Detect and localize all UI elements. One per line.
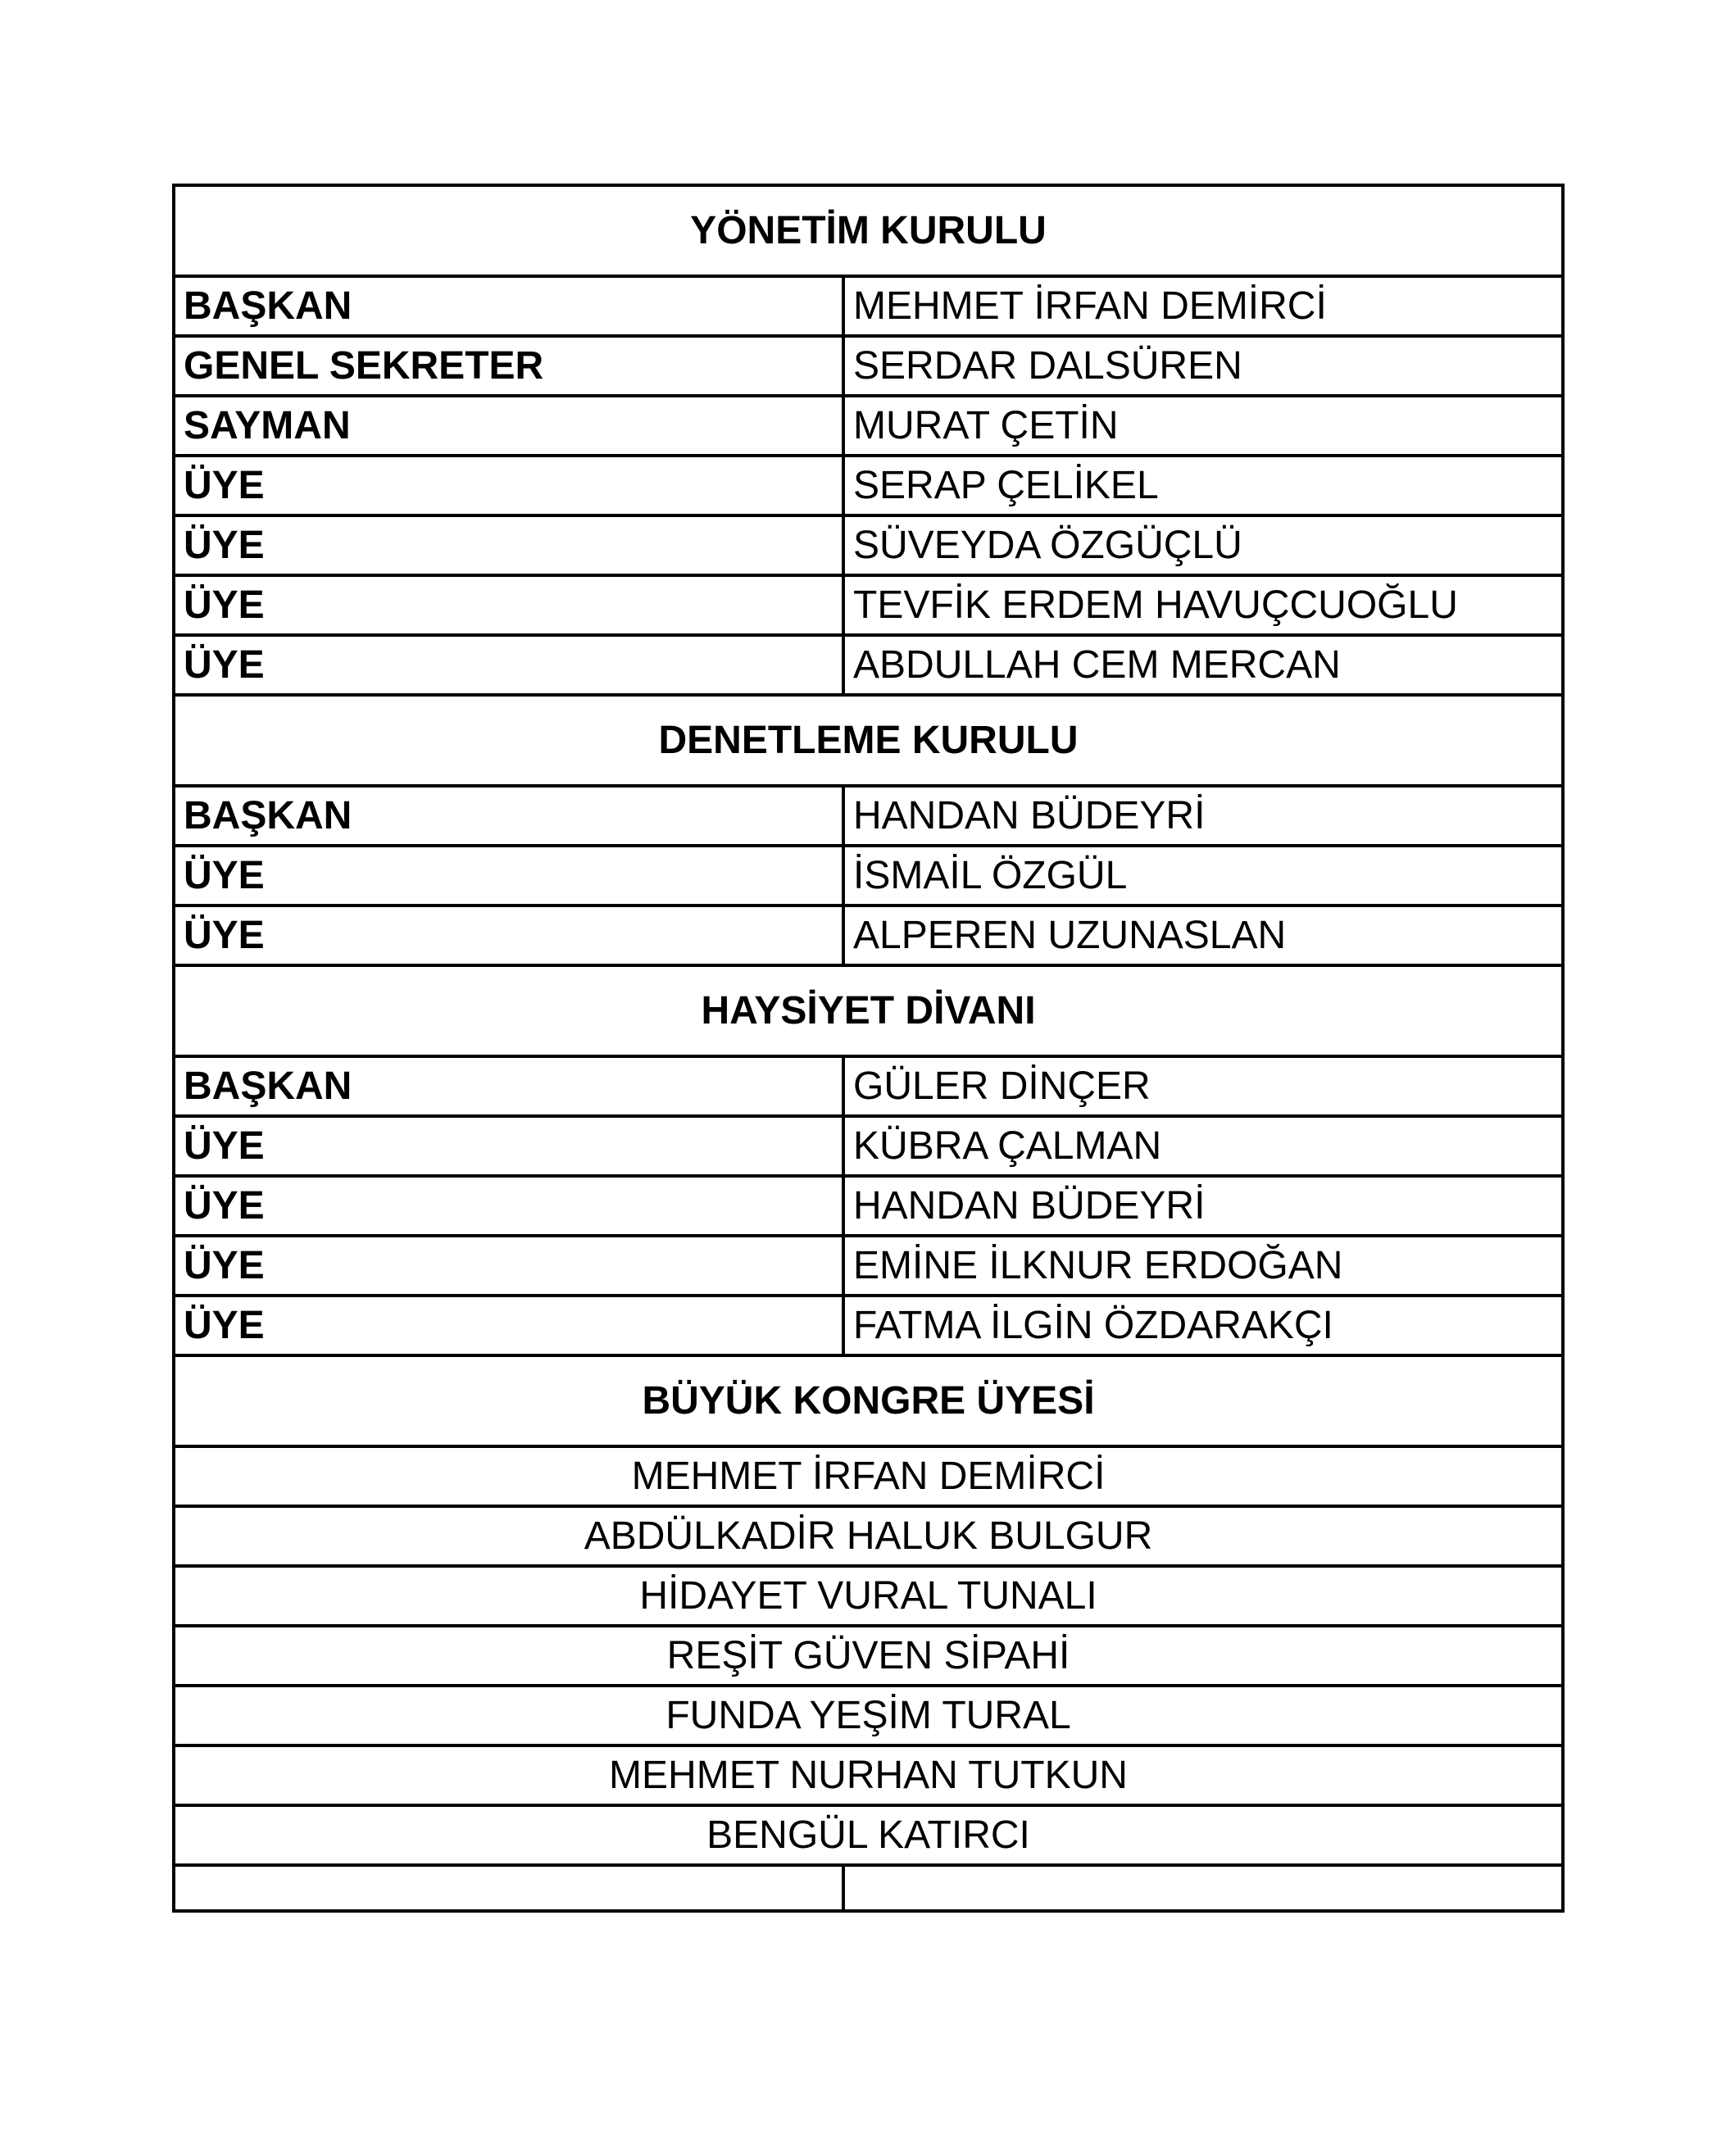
name-cell: GÜLER DİNÇER (843, 1056, 1563, 1116)
section-header-row (174, 1355, 1563, 1446)
role-cell: ÜYE (174, 906, 843, 965)
committee-table (172, 184, 1565, 1913)
member-row (174, 1116, 1563, 1176)
role-cell: GENEL SEKRETER (174, 336, 843, 396)
member-row (174, 515, 1563, 575)
name-cell: SERDAR DALSÜREN (843, 336, 1563, 396)
member-row (174, 1176, 1563, 1236)
member-row (174, 396, 1563, 456)
section-title-haysiyet-divani: HAYSİYET DİVANI (174, 965, 1563, 1056)
role-cell: SAYMAN (174, 396, 843, 456)
name-cell: SÜVEYDA ÖZGÜÇLÜ (843, 515, 1563, 575)
delegate-name-cell: ABDÜLKADİR HALUK BULGUR (174, 1506, 1563, 1566)
member-row (174, 1296, 1563, 1355)
name-cell: TEVFİK ERDEM HAVUÇCUOĞLU (843, 575, 1563, 635)
role-cell: BAŞKAN (174, 786, 843, 846)
section-title-buyuk-kongre-uyesi: BÜYÜK KONGRE ÜYESİ (174, 1355, 1563, 1446)
delegate-name-cell: MEHMET İRFAN DEMİRCİ (174, 1446, 1563, 1506)
member-row (174, 575, 1563, 635)
role-cell: ÜYE (174, 1176, 843, 1236)
role-cell: ÜYE (174, 1236, 843, 1296)
delegate-row (174, 1506, 1563, 1566)
empty-cell (843, 1865, 1563, 1911)
name-cell: HANDAN BÜDEYRİ (843, 786, 1563, 846)
section-title-yonetim-kurulu: YÖNETİM KURULU (174, 185, 1563, 276)
role-cell: ÜYE (174, 1296, 843, 1355)
role-cell: ÜYE (174, 1116, 843, 1176)
delegate-row (174, 1626, 1563, 1686)
name-cell: FATMA İLGİN ÖZDARAKÇI (843, 1296, 1563, 1355)
member-row (174, 906, 1563, 965)
role-cell: BAŞKAN (174, 276, 843, 336)
role-cell: ÜYE (174, 635, 843, 695)
name-cell: HANDAN BÜDEYRİ (843, 1176, 1563, 1236)
name-cell: KÜBRA ÇALMAN (843, 1116, 1563, 1176)
delegate-name-cell: BENGÜL KATIRCI (174, 1805, 1563, 1865)
member-row (174, 846, 1563, 906)
name-cell: ABDULLAH CEM MERCAN (843, 635, 1563, 695)
delegate-row (174, 1745, 1563, 1805)
delegate-name-cell: FUNDA YEŞİM TURAL (174, 1686, 1563, 1745)
member-row (174, 1236, 1563, 1296)
member-row (174, 456, 1563, 515)
member-row (174, 786, 1563, 846)
member-row (174, 336, 1563, 396)
section-header-row (174, 185, 1563, 276)
name-cell: MURAT ÇETİN (843, 396, 1563, 456)
empty-row (174, 1865, 1563, 1911)
role-cell: BAŞKAN (174, 1056, 843, 1116)
section-title-denetleme-kurulu: DENETLEME KURULU (174, 695, 1563, 786)
name-cell: EMİNE İLKNUR ERDOĞAN (843, 1236, 1563, 1296)
name-cell: ALPEREN UZUNASLAN (843, 906, 1563, 965)
name-cell: İSMAİL ÖZGÜL (843, 846, 1563, 906)
delegate-row (174, 1686, 1563, 1745)
role-cell: ÜYE (174, 515, 843, 575)
delegate-name-cell: REŞİT GÜVEN SİPAHİ (174, 1626, 1563, 1686)
empty-cell (174, 1865, 843, 1911)
member-row (174, 1056, 1563, 1116)
delegate-name-cell: HİDAYET VURAL TUNALI (174, 1566, 1563, 1626)
delegate-name-cell: MEHMET NURHAN TUTKUN (174, 1745, 1563, 1805)
member-row (174, 276, 1563, 336)
section-header-row (174, 695, 1563, 786)
role-cell: ÜYE (174, 575, 843, 635)
role-cell: ÜYE (174, 846, 843, 906)
name-cell: MEHMET İRFAN DEMİRCİ (843, 276, 1563, 336)
delegate-row (174, 1446, 1563, 1506)
section-header-row (174, 965, 1563, 1056)
delegate-row (174, 1805, 1563, 1865)
member-row (174, 635, 1563, 695)
role-cell: ÜYE (174, 456, 843, 515)
name-cell: SERAP ÇELİKEL (843, 456, 1563, 515)
delegate-row (174, 1566, 1563, 1626)
